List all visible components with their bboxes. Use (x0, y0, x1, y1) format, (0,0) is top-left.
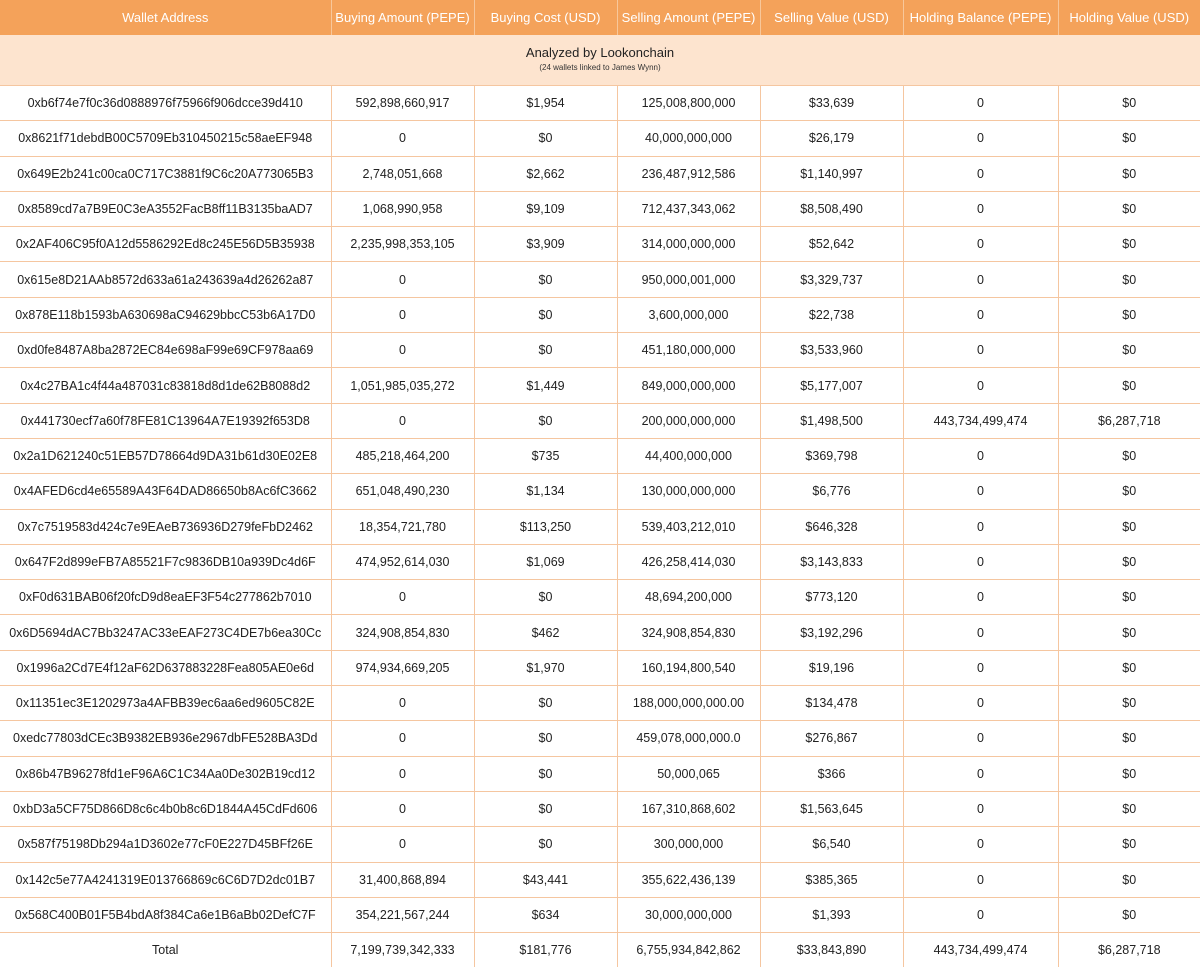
table-row (0, 615, 1200, 650)
table-row (0, 721, 1200, 756)
selling-amount-cell: 451,180,000,000 (617, 333, 760, 368)
selling-amount-cell: 130,000,000,000 (617, 474, 760, 509)
buying-cost-cell: $113,250 (474, 509, 617, 544)
selling-amount-cell: 459,078,000,000.0 (617, 721, 760, 756)
holding-balance-cell: 0 (903, 191, 1058, 226)
selling-value-cell: $1,393 (760, 897, 903, 932)
table-row (0, 191, 1200, 226)
holding-value-cell: $0 (1058, 297, 1200, 332)
holding-value-cell: $0 (1058, 897, 1200, 932)
selling-value-cell: $22,738 (760, 297, 903, 332)
header-buying-cost: Buying Cost (USD) (474, 0, 617, 35)
selling-value-cell: $3,192,296 (760, 615, 903, 650)
buying-amount-cell: 651,048,490,230 (331, 474, 474, 509)
header-wallet-address: Wallet Address (0, 0, 331, 35)
holding-balance-cell: 0 (903, 297, 1058, 332)
selling-amount-cell: 539,403,212,010 (617, 509, 760, 544)
table-row (0, 686, 1200, 721)
table-row (0, 403, 1200, 438)
table-row (0, 156, 1200, 191)
buying-amount-cell: 974,934,669,205 (331, 650, 474, 685)
selling-value-cell: $3,143,833 (760, 544, 903, 579)
selling-value-cell: $3,533,960 (760, 333, 903, 368)
selling-value-cell: $19,196 (760, 650, 903, 685)
selling-value-cell: $33,639 (760, 86, 903, 121)
wallet-address-cell: 0x8589cd7a7B9E0C3eA3552FacB8ff11B3135baAD7 (0, 191, 331, 226)
wallet-address-cell: 0x4c27BA1c4f44a487031c83818d8d1de62B8088d2 (0, 368, 331, 403)
buying-amount-cell: 2,748,051,668 (331, 156, 474, 191)
total-label: Total (0, 933, 331, 968)
holding-value-cell: $0 (1058, 650, 1200, 685)
holding-value-cell: $0 (1058, 544, 1200, 579)
table-row (0, 862, 1200, 897)
banner-cell (0, 35, 1200, 86)
selling-value-cell: $276,867 (760, 721, 903, 756)
header-holding-balance: Holding Balance (PEPE) (903, 0, 1058, 35)
holding-value-cell: $0 (1058, 580, 1200, 615)
holding-balance-cell: 0 (903, 756, 1058, 791)
selling-amount-cell: 30,000,000,000 (617, 897, 760, 932)
selling-amount-cell: 44,400,000,000 (617, 438, 760, 473)
buying-amount-cell: 0 (331, 791, 474, 826)
buying-cost-cell: $0 (474, 297, 617, 332)
holding-balance-cell: 0 (903, 721, 1058, 756)
wallet-address-cell: 0x2a1D621240c51EB57D78664d9DA31b61d30E02E8 (0, 438, 331, 473)
buying-amount-cell: 0 (331, 580, 474, 615)
header-row (0, 0, 1200, 35)
wallet-address-cell: 0xbD3a5CF75D866D8c6c4b0b8c6D1844A45CdFd606 (0, 791, 331, 826)
buying-cost-cell: $634 (474, 897, 617, 932)
buying-cost-cell: $0 (474, 403, 617, 438)
holding-value-cell: $0 (1058, 262, 1200, 297)
holding-balance-cell: 0 (903, 827, 1058, 862)
selling-amount-cell: 355,622,436,139 (617, 862, 760, 897)
holding-value-cell: $0 (1058, 368, 1200, 403)
holding-value-cell: $0 (1058, 721, 1200, 756)
holding-balance-cell: 0 (903, 615, 1058, 650)
total-holding-value-cell: $6,287,718 (1097, 943, 1161, 958)
holding-balance-cell: 0 (903, 156, 1058, 191)
wallet-address-cell: 0x2AF406C95f0A12d5586292Ed8c245E56D5B35938 (0, 227, 331, 262)
selling-value-cell: $1,140,997 (760, 156, 903, 191)
buying-amount-cell: 2,235,998,353,105 (331, 227, 474, 262)
buying-amount-cell: 474,952,614,030 (331, 544, 474, 579)
buying-amount-cell: 18,354,721,780 (331, 509, 474, 544)
banner-row (0, 35, 1200, 86)
selling-value-cell: $134,478 (760, 686, 903, 721)
wallet-address-cell: 0xd0fe8487A8ba2872EC84e698aF99e69CF978aa69 (0, 333, 331, 368)
wallet-address-cell: 0x649E2b241c00ca0C717C3881f9C6c20A773065B3 (0, 156, 331, 191)
selling-value-cell: $773,120 (760, 580, 903, 615)
holding-balance-cell: 0 (903, 897, 1058, 932)
table-row (0, 297, 1200, 332)
table-row (0, 509, 1200, 544)
total-selling-amount-cell: 6,755,934,842,862 (617, 933, 760, 968)
wallet-address-cell: 0x7c7519583d424c7e9EAeB736936D279feFbD2462 (0, 509, 331, 544)
buying-cost-cell: $1,449 (474, 368, 617, 403)
selling-amount-cell: 950,000,001,000 (617, 262, 760, 297)
holding-value-cell: $0 (1058, 227, 1200, 262)
wallet-address-cell: 0x11351ec3E1202973a4AFBB39ec6aa6ed9605C82E (0, 686, 331, 721)
buying-amount-cell: 0 (331, 756, 474, 791)
table-row (0, 262, 1200, 297)
header-holding-value: Holding Value (USD) (1058, 0, 1200, 35)
buying-amount-cell: 354,221,567,244 (331, 897, 474, 932)
holding-value-cell: $0 (1058, 756, 1200, 791)
table-row (0, 368, 1200, 403)
buying-amount-cell: 0 (331, 121, 474, 156)
selling-amount-cell: 300,000,000 (617, 827, 760, 862)
table-row (0, 474, 1200, 509)
selling-value-cell: $1,498,500 (760, 403, 903, 438)
holding-balance-cell: 0 (903, 580, 1058, 615)
wallet-address-cell: 0x8621f71debdB00C5709Eb310450215c58aeEF948 (0, 121, 331, 156)
table-row (0, 544, 1200, 579)
buying-amount-cell: 485,218,464,200 (331, 438, 474, 473)
buying-cost-cell: $0 (474, 333, 617, 368)
holding-balance-cell: 0 (903, 686, 1058, 721)
total-buying-cost-cell: $181,776 (474, 933, 617, 968)
header-buying-amount: Buying Amount (PEPE) (331, 0, 474, 35)
selling-value-cell: $3,329,737 (760, 262, 903, 297)
buying-amount-cell: 31,400,868,894 (331, 862, 474, 897)
buying-cost-cell: $735 (474, 438, 617, 473)
selling-amount-cell: 200,000,000,000 (617, 403, 760, 438)
buying-amount-cell: 0 (331, 403, 474, 438)
buying-cost-cell: $1,954 (474, 86, 617, 121)
holding-value-cell: $0 (1058, 615, 1200, 650)
selling-value-cell: $26,179 (760, 121, 903, 156)
holding-value-cell: $0 (1058, 191, 1200, 226)
holding-balance-cell: 0 (903, 227, 1058, 262)
holding-balance-cell: 0 (903, 262, 1058, 297)
selling-amount-cell: 712,437,343,062 (617, 191, 760, 226)
holding-value-cell: $6,287,718 (1058, 403, 1200, 438)
total-row (0, 933, 1200, 968)
holding-balance-cell: 0 (903, 650, 1058, 685)
wallet-address-cell: 0x878E118b1593bA630698aC94629bbcC53b6A17D0 (0, 297, 331, 332)
selling-value-cell: $6,776 (760, 474, 903, 509)
wallet-address-cell: 0xedc77803dCEc3B9382EB936e2967dbFE528BA3Dd (0, 721, 331, 756)
buying-cost-cell: $1,069 (474, 544, 617, 579)
selling-value-cell: $52,642 (760, 227, 903, 262)
wallet-address-cell: 0xF0d631BAB06f20fcD9d8eaEF3F54c277862b7010 (0, 580, 331, 615)
selling-amount-cell: 314,000,000,000 (617, 227, 760, 262)
buying-cost-cell: $9,109 (474, 191, 617, 226)
banner-subtitle: (24 wallets linked to James Wynn) (539, 63, 661, 72)
wallet-address-cell: 0x4AFED6cd4e65589A43F64DAD86650b8Ac6fC3662 (0, 474, 331, 509)
table-row (0, 333, 1200, 368)
buying-cost-cell: $0 (474, 827, 617, 862)
header-selling-amount: Selling Amount (PEPE) (617, 0, 760, 35)
holding-value-cell: $0 (1058, 333, 1200, 368)
banner-title: Analyzed by Lookonchain (525, 45, 675, 60)
holding-balance-cell: 0 (903, 438, 1058, 473)
header-selling-value: Selling Value (USD) (760, 0, 903, 35)
selling-amount-cell: 3,600,000,000 (617, 297, 760, 332)
wallet-address-cell: 0x1996a2Cd7E4f12aF62D637883228Fea805AE0e6d (0, 650, 331, 685)
holding-balance-cell: 0 (903, 862, 1058, 897)
buying-amount-cell: 0 (331, 721, 474, 756)
table-row (0, 827, 1200, 862)
holding-balance-cell: 0 (903, 474, 1058, 509)
selling-value-cell: $5,177,007 (760, 368, 903, 403)
holding-value-cell: $0 (1058, 121, 1200, 156)
buying-amount-cell: 0 (331, 686, 474, 721)
selling-value-cell: $366 (760, 756, 903, 791)
holding-value-cell: $0 (1058, 827, 1200, 862)
wallet-address-cell: 0x441730ecf7a60f78FE81C13964A7E19392f653D8 (0, 403, 331, 438)
holding-balance-cell: 0 (903, 368, 1058, 403)
buying-amount-cell: 1,068,990,958 (331, 191, 474, 226)
total-selling-value-cell: $33,843,890 (760, 933, 903, 968)
selling-value-cell: $646,328 (760, 509, 903, 544)
buying-cost-cell: $1,970 (474, 650, 617, 685)
holding-balance-cell: 0 (903, 121, 1058, 156)
total-buying-amount-cell: 7,199,739,342,333 (331, 933, 474, 968)
total-holding-balance-cell: 443,734,499,474 (903, 933, 1058, 968)
selling-amount-cell: 125,008,800,000 (617, 86, 760, 121)
selling-amount-cell: 160,194,800,540 (617, 650, 760, 685)
buying-amount-cell: 592,898,660,917 (331, 86, 474, 121)
table-row (0, 121, 1200, 156)
selling-amount-cell: 50,000,065 (617, 756, 760, 791)
selling-value-cell: $6,540 (760, 827, 903, 862)
selling-amount-cell: 236,487,912,586 (617, 156, 760, 191)
buying-amount-cell: 1,051,985,035,272 (331, 368, 474, 403)
table-row (0, 756, 1200, 791)
wallet-address-cell: 0x142c5e77A4241319E013766869c6C6D7D2dc01B7 (0, 862, 331, 897)
buying-cost-cell: $0 (474, 756, 617, 791)
buying-cost-cell: $0 (474, 721, 617, 756)
holding-value-cell: $0 (1058, 686, 1200, 721)
selling-value-cell: $369,798 (760, 438, 903, 473)
selling-amount-cell: 324,908,854,830 (617, 615, 760, 650)
selling-value-cell: $1,563,645 (760, 791, 903, 826)
wallet-address-cell: 0x587f75198Db294a1D3602e77cF0E227D45BFf26E (0, 827, 331, 862)
holding-balance-cell: 443,734,499,474 (903, 403, 1058, 438)
holding-value-cell: $0 (1058, 438, 1200, 473)
wallet-address-cell: 0x6D5694dAC7Bb3247AC33eEAF273C4DE7b6ea30Cc (0, 615, 331, 650)
buying-cost-cell: $2,662 (474, 156, 617, 191)
holding-balance-cell: 0 (903, 333, 1058, 368)
holding-value-cell: $0 (1058, 156, 1200, 191)
wallet-address-cell: 0xb6f74e7f0c36d0888976f75966f906dcce39d410 (0, 86, 331, 121)
selling-amount-cell: 188,000,000,000.00 (617, 686, 760, 721)
selling-value-cell: $8,508,490 (760, 191, 903, 226)
buying-cost-cell: $0 (474, 121, 617, 156)
buying-amount-cell: 324,908,854,830 (331, 615, 474, 650)
wallet-address-cell: 0x647F2d899eFB7A85521F7c9836DB10a939Dc4d6F (0, 544, 331, 579)
holding-value-cell: $0 (1058, 791, 1200, 826)
buying-amount-cell: 0 (331, 262, 474, 297)
holding-value-cell: $0 (1058, 86, 1200, 121)
table-row (0, 438, 1200, 473)
buying-amount-cell: 0 (331, 297, 474, 332)
holding-balance-cell: 0 (903, 791, 1058, 826)
table-row (0, 580, 1200, 615)
table-row (0, 650, 1200, 685)
selling-amount-cell: 167,310,868,602 (617, 791, 760, 826)
buying-cost-cell: $462 (474, 615, 617, 650)
wallet-address-cell: 0x615e8D21AAb8572d633a61a243639a4d26262a87 (0, 262, 331, 297)
holding-value-cell: $0 (1058, 474, 1200, 509)
holding-balance-cell: 0 (903, 509, 1058, 544)
wallet-address-cell: 0x568C400B01F5B4bdA8f384Ca6e1B6aBb02DefC7F (0, 897, 331, 932)
selling-amount-cell: 426,258,414,030 (617, 544, 760, 579)
buying-amount-cell: 0 (331, 333, 474, 368)
buying-cost-cell: $0 (474, 262, 617, 297)
table-row (0, 227, 1200, 262)
wallet-address-cell: 0x86b47B96278fd1eF96A6C1C34Aa0De302B19cd12 (0, 756, 331, 791)
selling-value-cell: $385,365 (760, 862, 903, 897)
holding-value-cell: $0 (1058, 509, 1200, 544)
buying-cost-cell: $0 (474, 580, 617, 615)
selling-amount-cell: 40,000,000,000 (617, 121, 760, 156)
buying-cost-cell: $0 (474, 686, 617, 721)
table-row (0, 791, 1200, 826)
buying-cost-cell: $43,441 (474, 862, 617, 897)
buying-cost-cell: $3,909 (474, 227, 617, 262)
buying-cost-cell: $1,134 (474, 474, 617, 509)
holding-balance-cell: 0 (903, 86, 1058, 121)
buying-cost-cell: $0 (474, 791, 617, 826)
buying-amount-cell: 0 (331, 827, 474, 862)
table-row (0, 86, 1200, 121)
selling-amount-cell: 48,694,200,000 (617, 580, 760, 615)
selling-amount-cell: 849,000,000,000 (617, 368, 760, 403)
holding-balance-cell: 0 (903, 544, 1058, 579)
table-row (0, 897, 1200, 932)
holding-value-cell: $0 (1058, 862, 1200, 897)
